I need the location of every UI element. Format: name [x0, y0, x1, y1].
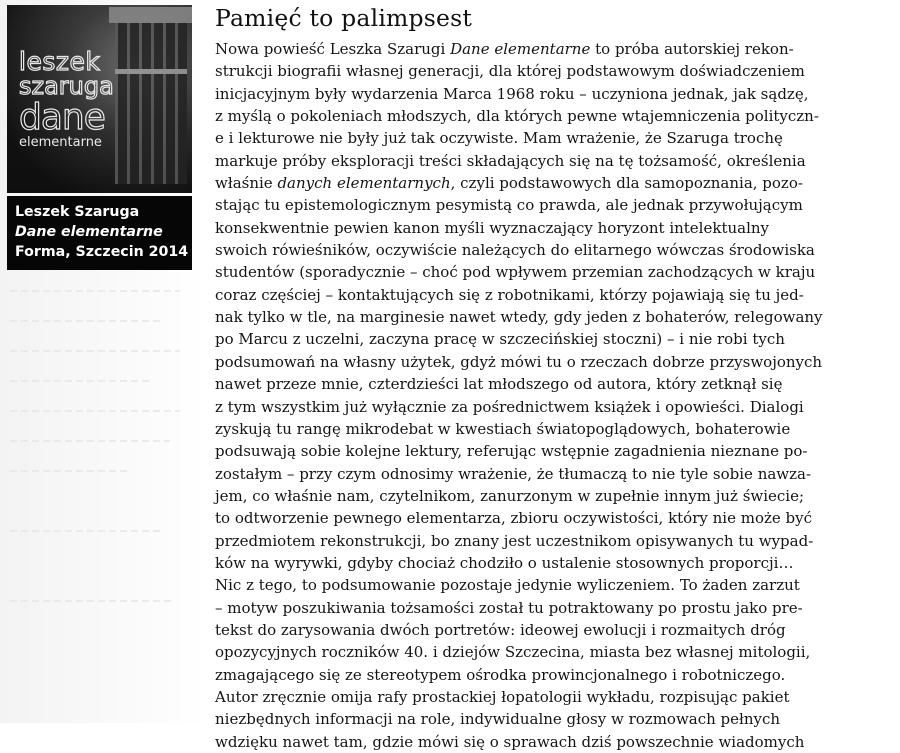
bleed-through-line — [10, 410, 180, 412]
article-body — [215, 38, 898, 753]
text-run: markuje próby eksploracji treści składających się na tę tożsamość, określenia — [215, 151, 806, 170]
text-run: coraz częściej – kontaktujących się z robotnikami, którzy pojawiają się tu jed- — [215, 285, 804, 304]
article-line — [215, 105, 898, 127]
article-line — [215, 284, 898, 306]
article-line — [215, 217, 898, 239]
article-line — [215, 351, 898, 373]
text-run: to odtworzenie pewnego elementarza, zbioru oczywistości, który nie może być — [215, 509, 813, 528]
caption-publisher: Forma, Szczecin 2014 — [15, 244, 189, 260]
article-title: Pamięć to palimpsest — [215, 4, 473, 32]
article-line — [215, 396, 898, 418]
bleed-through-line — [10, 380, 150, 382]
text-run: zyskują tu rangę mikrodebat w kwestiach światopoglądowych, bohaterowie — [215, 419, 791, 438]
article-line — [215, 306, 898, 328]
book-caption-box — [7, 196, 192, 270]
article-line — [215, 172, 898, 194]
text-run: swoich rówieśników, oczywiście należących do elitarnego wówczas środowiska — [215, 241, 815, 260]
text-run: ków na wyrywki, gdyby chociaż chodziło o ustalenie stosownych proporcji… — [215, 553, 794, 572]
text-run: wdzięku nawet tam, gdzie mówi się o sprawach dziś powszechnie wiadomych — [215, 732, 805, 751]
article-line — [215, 574, 898, 596]
article-line — [215, 60, 898, 82]
article-line — [215, 239, 898, 261]
text-run: zostałym – przy czym odnosimy wrażenie, że tłumaczą to nie tyle sobie nawza- — [215, 464, 812, 483]
bleed-through-line — [10, 470, 130, 472]
bleed-through-line — [10, 600, 175, 602]
article-line — [215, 686, 898, 708]
article-line — [215, 641, 898, 663]
article-line — [215, 708, 898, 730]
bleed-through-line — [10, 530, 160, 532]
article-line — [215, 150, 898, 172]
text-run: Nowa powieść Leszka Szarugi — [215, 40, 451, 58]
text-run: tekst do zarysowania dwóch portretów: ideowej ewolucji i rozmaitych dróg — [215, 620, 786, 639]
text-run: nawet przeze mnie, czterdzieści lat młodszego od autora, który zetknął się — [215, 375, 783, 394]
bleed-through-line — [10, 440, 170, 442]
article-line — [215, 328, 898, 350]
text-run: opozycyjnych roczników 40. i dziejów Szczecina, miasta bez własnej mitologii, — [215, 643, 811, 662]
text-run: inicjacyjnym były wydarzenia Marca 1968 roku – uczyniona jednak, jak sądzę, — [215, 84, 809, 103]
article-line — [215, 83, 898, 105]
article-line — [215, 619, 898, 641]
article-line — [215, 373, 898, 395]
text-run: jem, co właśnie nam, czytelnikom, zanurzonym w zupełnie innym już świecie; — [215, 486, 805, 505]
italic-book-title: Dane elementarne — [450, 40, 591, 58]
text-run: zmagającego się ze stereotypem ośrodka prowincjonalnego i robotniczego. — [215, 665, 786, 684]
text-run: konsekwentnie pewien kanon myśli wyznaczający horyzont intelektualny — [215, 218, 770, 237]
article-line — [215, 127, 898, 149]
article-line — [215, 597, 898, 619]
bleed-through-line — [10, 350, 180, 352]
caption-title: Dane elementarne — [15, 224, 163, 240]
cover-author-last: szaruga — [19, 72, 114, 100]
article-line — [215, 731, 898, 753]
text-run: – motyw poszukiwania tożsamości został tu potraktowany po prostu jako pre- — [215, 598, 803, 617]
text-run: podsuwają sobie kolejne lektury, referując wstępnie zagadnienia nieznane po- — [215, 442, 808, 461]
text-run: to próba autorskiej rekon- — [590, 40, 794, 58]
cover-title-main: dane — [19, 97, 105, 138]
text-run: strukcji biografii własnej generacji, dla której podstawowym doświadczeniem — [215, 62, 805, 81]
article-line — [215, 507, 898, 529]
text-run: Autor zręcznie omija rafy prostackiej łopatologii wykładu, rozpisując pakiet — [215, 687, 790, 706]
cover-lettering — [19, 49, 114, 149]
text-run: studentów (sporadycznie – choć pod wpływem przemian zachodzących w kraju — [215, 263, 816, 282]
article-line — [215, 418, 898, 440]
caption-author: Leszek Szaruga — [15, 204, 140, 220]
book-cover-image — [7, 5, 192, 193]
text-run: podsumowań na własny użytek, gdyż mówi tu o rzeczach dobrze przyswojonych — [215, 352, 823, 371]
article-line — [215, 552, 898, 574]
text-run: nak tylko w tle, na marginesie nawet wtedy, gdy jeden z bohaterów, relegowany — [215, 308, 823, 327]
article-line — [215, 485, 898, 507]
text-run: stając tu epistemologicznym pesymistą co prawda, ale jednak przywołującym — [215, 196, 803, 215]
bleed-through-line — [10, 320, 160, 322]
article-line — [215, 440, 898, 462]
text-run: niezbędnych informacji na role, indywidualne głosy w rozmowach pełnych — [215, 710, 781, 729]
text-run: po Marcu z uczelni, zaczyna pracę w szczecińskiej stoczni) – i nie robi tych — [215, 330, 785, 349]
cover-window-photo — [115, 9, 187, 184]
text-run: , czyli podstawowych dla samopoznania, pozo- — [450, 174, 803, 193]
article-line — [215, 261, 898, 283]
cover-author-first: leszek — [19, 47, 101, 76]
text-run: z tym wszystkim już wyłącznie za pośrednictwem książek i opowieści. Dialogi — [215, 397, 804, 416]
article-line — [215, 664, 898, 686]
text-run: przedmiotem rekonstrukcji, bo znany jest uczestnikom opisywanych tu wypad- — [215, 531, 814, 550]
text-run: z myślą o pokoleniach młodszych, dla których pewne wtajemniczenia polityczn- — [215, 107, 819, 126]
article-line — [215, 38, 898, 60]
article-line — [215, 194, 898, 216]
article-line — [215, 463, 898, 485]
italic-book-title: danych elementarnych — [277, 174, 451, 193]
text-run: Nic z tego, to podsumowanie pozostaje jedynie wyliczeniem. To żaden zarzut — [215, 576, 800, 595]
article-line — [215, 530, 898, 552]
text-run: e i lekturowe nie były już tak oczywiste. Mam wrażenie, że Szaruga trochę — [215, 129, 783, 148]
cover-title-sub: elementarne — [19, 135, 102, 150]
bleed-through-line — [10, 290, 180, 292]
text-run: właśnie — [215, 174, 278, 193]
